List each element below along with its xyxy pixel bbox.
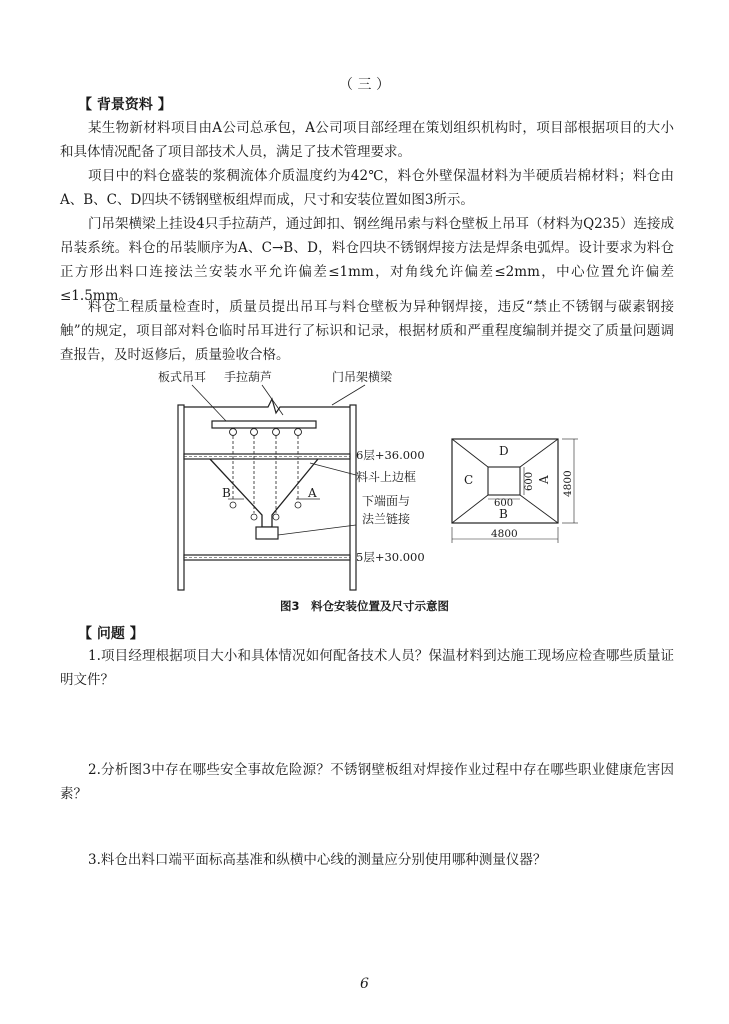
hoist-label: 手拉葫芦 <box>224 370 273 384</box>
background-paragraph-3: 门吊架横梁上挂设4只手拉葫芦，通过卸扣、钢丝绳吊索与料仓壁板上吊耳（材料为Q235）连接成吊装系统。料仓的吊装顺序为A、C→B、D，料仓四块不锈钢焊接方法是焊条电弧焊。设计要求为料仓正方形出料口连接法兰安装水平允许偏差≤1mm，对角线允许偏差≤2mm，中心位置允许偏差≤1.5mm。 <box>60 216 674 304</box>
hopper-top-leader <box>310 463 356 475</box>
hopper-top-label: 料斗上边框 <box>356 470 417 484</box>
gantry-left-column <box>178 405 184 590</box>
floor-6-label: 6层+36.000 <box>356 448 425 462</box>
questions-heading: 【 问题 】 <box>78 626 144 642</box>
plan-diagonal-2 <box>520 439 558 467</box>
plan-inner-width: 600 <box>494 498 514 509</box>
lower-end-leader <box>278 525 356 535</box>
gantry-beam <box>184 399 350 413</box>
panel-lug-4 <box>295 502 301 508</box>
plan-inner-height: 600 <box>524 471 535 491</box>
panel-lug-2 <box>251 514 257 520</box>
panel-lug-1 <box>230 502 236 508</box>
hoist-hook-2 <box>251 429 258 436</box>
plan-diagonal-1 <box>452 439 488 467</box>
background-paragraph-1: 某生物新材料项目由A公司总承包，A公司项目部经理在策划组织机构时，项目部根据项目的大小和具体情况配备了项目部技术人员，满足了技术管理要求。 <box>60 120 674 160</box>
question-3: 3.料仓出料口端平面标高基准和纵横中心线的测量应分别使用哪种测量仪器？ <box>88 852 547 868</box>
panel-a-label: A <box>308 486 317 500</box>
background-paragraph-4: 料仓工程质量检查时，质量员提出吊耳与料仓壁板为异种钢焊接，违反“禁止不锈钢与碳素钢接触”的规定，项目部对料仓临时吊耳进行了标识和记录，根据材质和严重程度编制并提交了质量问题调查报告，及时返修后，质量验收合格。 <box>60 299 674 363</box>
plan-diagonal-4 <box>520 495 558 523</box>
plan-outlet-square <box>488 467 520 495</box>
plan-panel-a: A <box>537 475 551 484</box>
lower-end-label-1: 下端面与 <box>362 494 411 508</box>
plan-panel-b: B <box>499 507 508 521</box>
panel-b-label: B <box>222 486 231 500</box>
beam-leader <box>332 385 365 405</box>
background-heading: 【 背景资料 】 <box>78 97 172 113</box>
hoist-hook-4 <box>295 429 302 436</box>
plan-outer-width: 4800 <box>491 528 518 540</box>
section-title: （ 三 ） <box>339 77 390 93</box>
figure-3-diagram <box>0 365 729 595</box>
lifting-beam <box>212 421 316 428</box>
panel-lug-3 <box>273 514 279 520</box>
plan-panel-d: D <box>499 444 509 458</box>
beam-label: 门吊架横梁 <box>332 370 393 384</box>
outlet-flange <box>256 527 278 539</box>
lug-leader <box>192 385 226 421</box>
plan-panel-c: C <box>464 473 474 487</box>
plan-diagonal-3 <box>452 495 488 523</box>
hoist-hook-3 <box>273 429 280 436</box>
plan-outer-height: 4800 <box>562 470 574 497</box>
page-number: 6 <box>360 976 369 992</box>
floor-5-label: 5层+30.000 <box>356 550 425 564</box>
question-1: 1.项目经理根据项目大小和具体情况如何配备技术人员？保温材料到达施工现场应检查哪些质量证明文件？ <box>60 648 674 688</box>
hoist-hook-1 <box>230 429 237 436</box>
question-2: 2.分析图3中存在哪些安全事故危险源？不锈钢壁板组对焊接作业过程中存在哪些职业健康危害因素？ <box>60 762 674 802</box>
background-paragraph-2: 项目中的料仓盛装的浆稠流体介质温度约为42℃，料仓外壁保温材料为半硬质岩棉材料；料仓由A、B、C、D四块不锈钢壁板组焊而成，尺寸和安装位置如图3所示。 <box>60 168 674 208</box>
figure-caption: 图3 料仓安装位置及尺寸示意图 <box>280 599 449 613</box>
lower-end-label-2: 法兰链接 <box>362 512 411 526</box>
lug-label: 板式吊耳 <box>158 370 207 384</box>
